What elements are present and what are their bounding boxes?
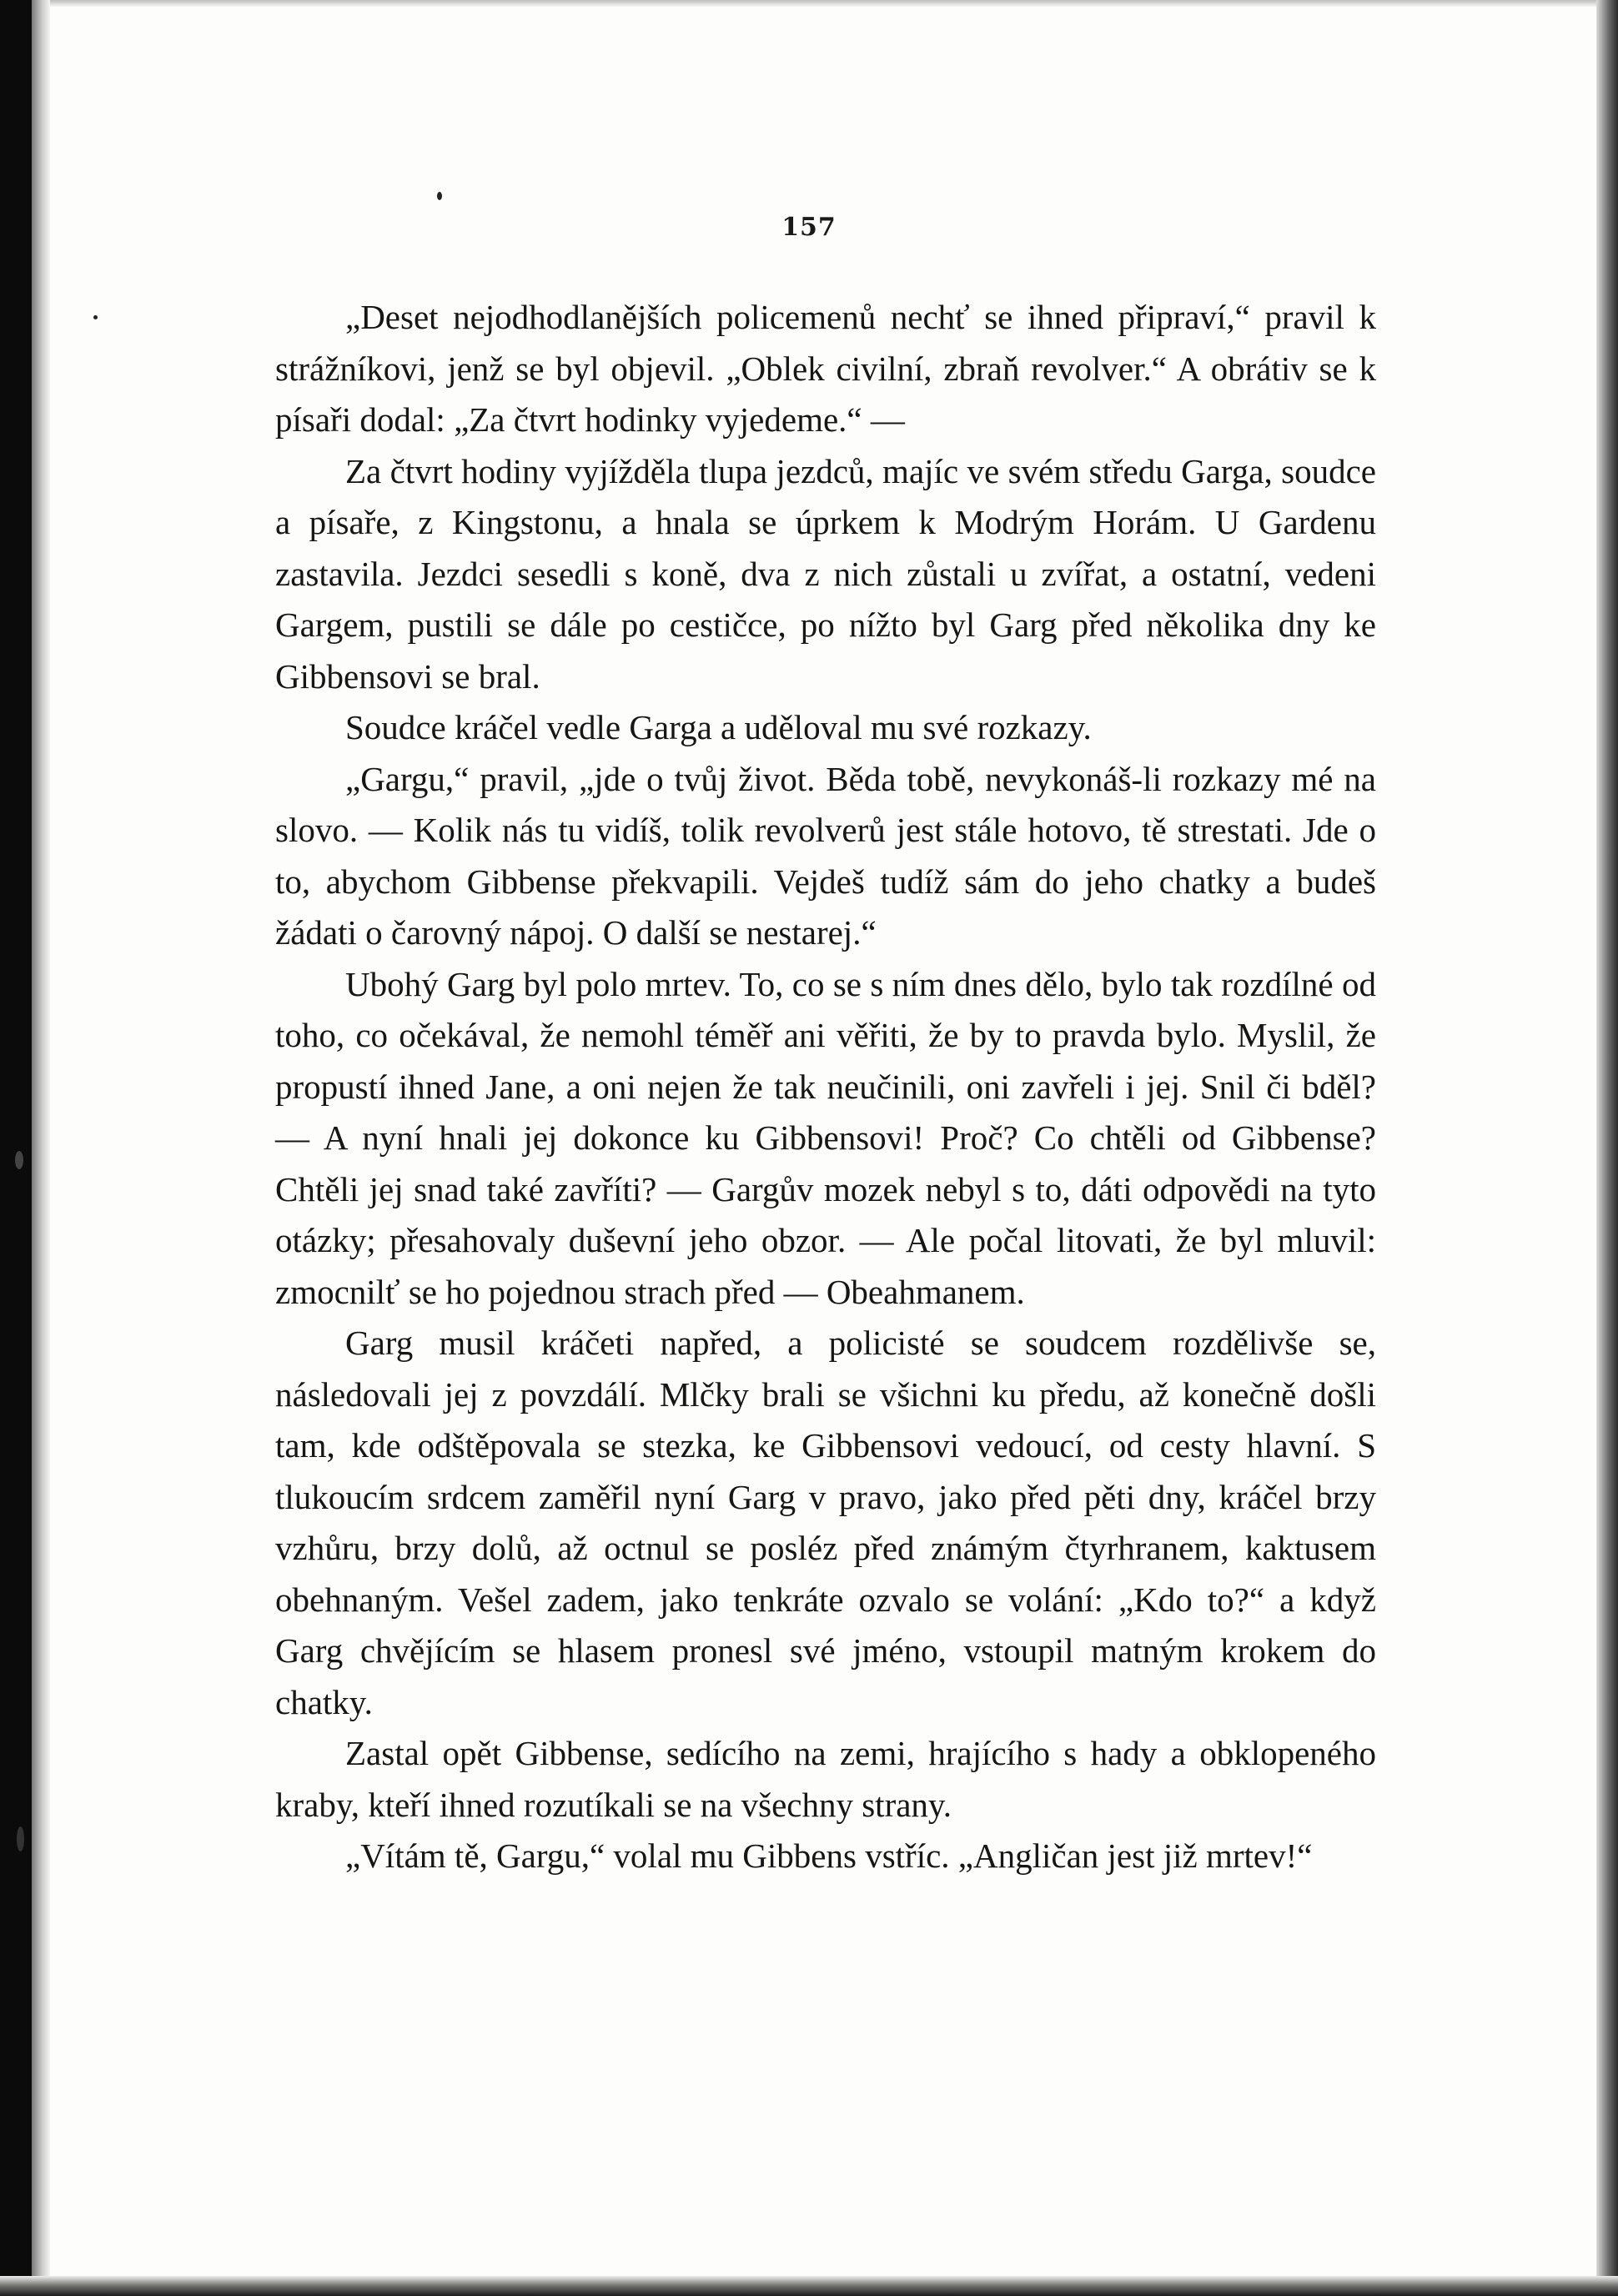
paragraph: „Deset nejodhodlanějších policemenů nechť se ihned připraví,“ pravil k strážníkovi, jenž se byl objevil. „Oblek civilní, zbraň revolver.“ A obrátiv se k písaři dodal: „Za čtvrt hodinky vyjedeme.“ — xyxy=(275,298,1376,439)
scan-edge-top xyxy=(0,0,1618,7)
scan-edge-bottom xyxy=(0,2276,1618,2296)
paragraph: Garg musil kráčeti napřed, a policisté se soudcem rozdělivše se, následovali jej z povzdálí. Mlčky brali se všichni ku předu, až konečně došli tam, kde odštěpovala se stezka, ke Gibbensovi vedoucí, od cesty hlavní. S tlukoucím srdcem zaměřil nyní Garg v pravo, jako před pěti dny, kráčel brzy vzhůru, brzy dolů, až octnul se posléz před známým čtyrhranem, kaktusem obehnaným. Vešel zadem, jako tenkráte ozvalo se volání: „Kdo to?“ a když Garg chvějícím se hlasem pronesl své jméno, vstoupil matným krokem do chatky. xyxy=(275,1324,1376,1721)
paragraph: Zastal opět Gibbense, sedícího na zemi, hrajícího s hady a obklopeného kraby, kteří ihned rozutíkali se na všechny strany. xyxy=(275,1734,1376,1824)
paragraph: Za čtvrt hodiny vyjížděla tlupa jezdců, majíc ve svém středu Garga, soudce a písaře, z Kingstonu, a hnala se úprkem k Modrým Horám. U Gardenu zastavila. Jezdci sesedli s koně, dva z nich zůstali u zvířat, a ostatní, vedeni Gargem, pustili se dále po cestičce, po nížto byl Garg před několika dny ke Gibbensovi se bral. xyxy=(275,451,1376,696)
scan-edge-left-shadow xyxy=(32,0,50,2296)
scan-speck xyxy=(17,1826,24,1851)
paragraph: „Gargu,“ pravil, „jde o tvůj život. Běda tobě, nevykonáš-li rozkazy mé na slovo. — Kolik nás tu vidíš, tolik revolverů jest stále hotovo, tě strestati. Jde o to, abychom Gibbense překvapili. Vejdeš tudíž sám do jeho chatky a budeš žádati o čarovný nápoj. O další se nestarej.“ xyxy=(275,759,1376,952)
scan-edge-right xyxy=(1596,0,1618,2296)
page-number: 157 xyxy=(781,213,837,242)
paragraph: Soudce kráčel vedle Garga a uděloval mu své rozkazy. xyxy=(345,708,1092,746)
scan-speck xyxy=(437,192,442,200)
scan-speck xyxy=(15,1151,23,1169)
paragraph: „Vítám tě, Gargu,“ volal mu Gibbens vstříc. „Angličan jest již mrtev!“ xyxy=(345,1836,1313,1875)
scan-speck xyxy=(93,315,98,319)
body-text xyxy=(275,292,1376,1882)
scan-edge-left xyxy=(0,0,32,2296)
paragraph: Ubohý Garg byl polo mrtev. To, co se s ním dnes dělo, bylo tak rozdílné od toho, co očekával, že nemohl téměř ani věřiti, že by to pravda bylo. Myslil, že propustí ihned Jane, a oni nejen že tak neučinili, oni zavřeli i jej. Snil či bděl? — A nyní hnali jej dokonce ku Gibbensovi! Proč? Co chtěli od Gibbense? Chtěli jej snad také zavříti? — Gargův mozek nebyl s to, dáti odpovědi na tyto otázky; přesahovaly duševní jeho obzor. — Ale počal litovati, že byl mluvil: zmocnilť se ho pojednou strach před — Obeahmanem. xyxy=(275,964,1376,1311)
